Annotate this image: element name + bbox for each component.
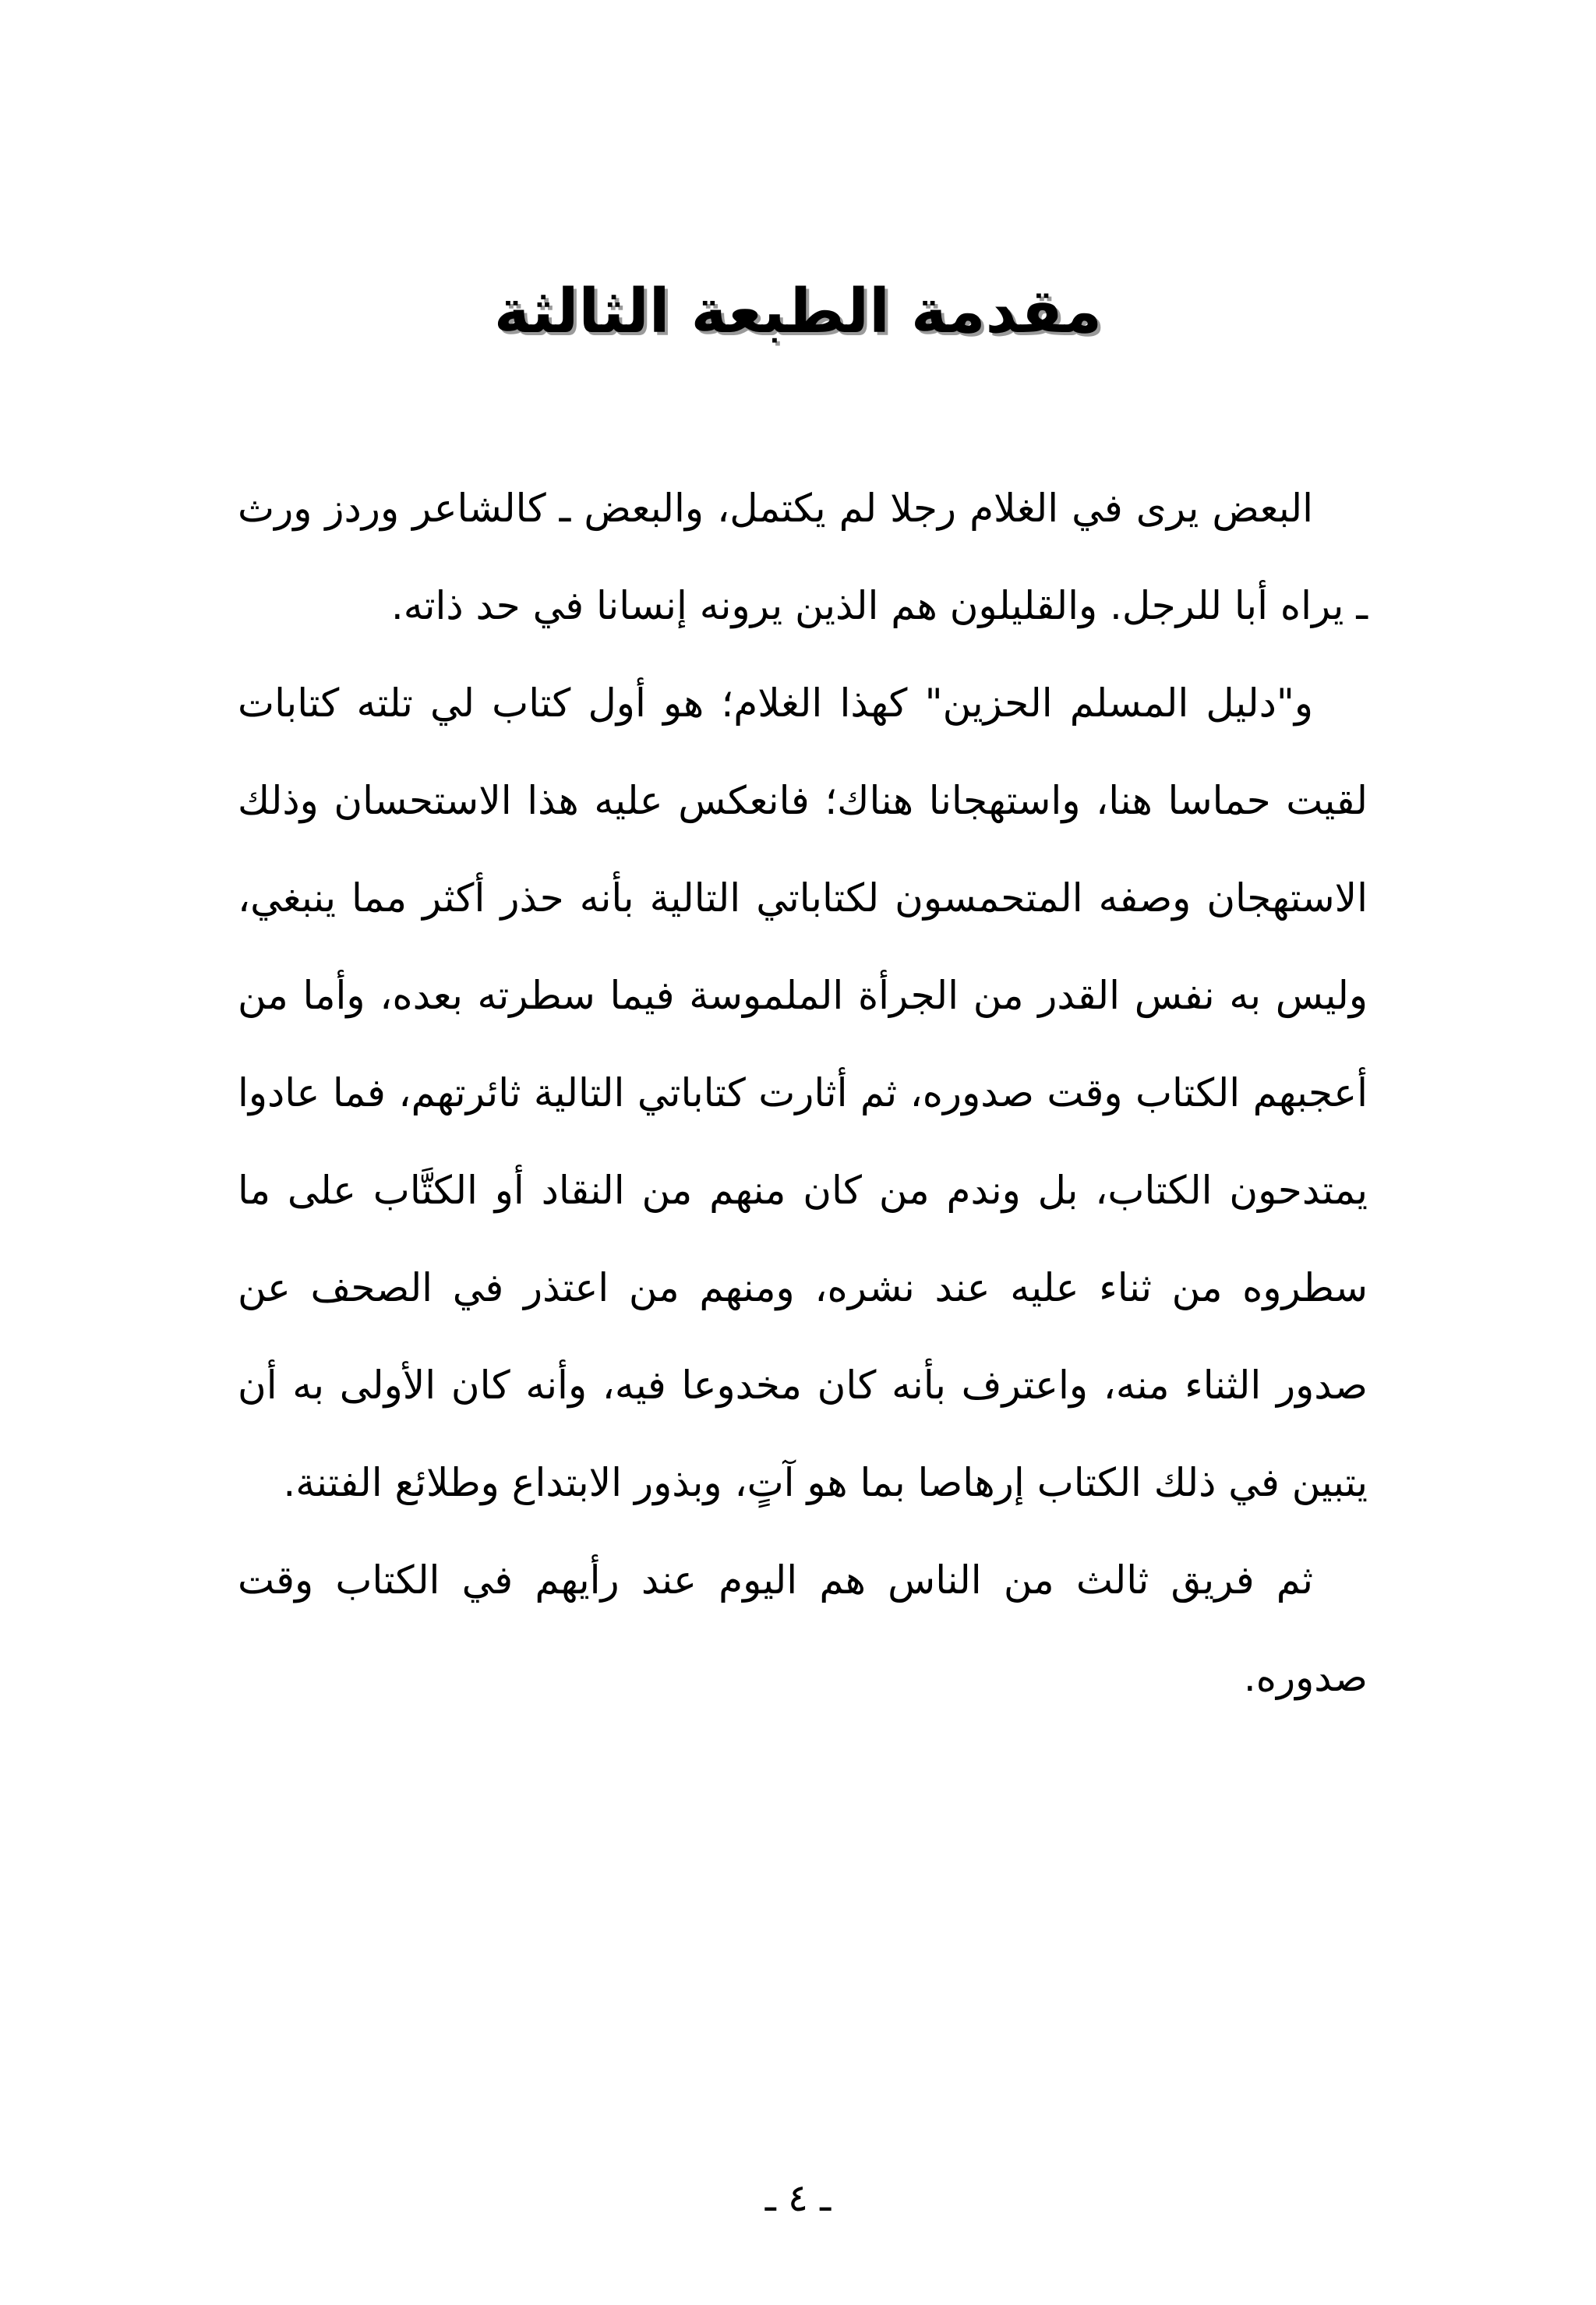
paragraph-3: ثم فريق ثالث من الناس هم اليوم عند رأيهم في الكتاب وقت صدوره. <box>238 1557 1368 1700</box>
body-text <box>238 460 1368 1727</box>
page-title: مقدمة الطبعة الثالثة <box>493 277 1103 347</box>
paragraph-2: و"دليل المسلم الحزين" كهذا الغلام؛ هو أول كتاب لي تلته كتابات لقيت حماسا هنا، واستهجانا هناك؛ فانعكس عليه هذا الاستحسان وذلك الاستهجان وصفه المتحمسون لكتاباتي التالية بأنه حذر أكثر مما ينبغي، وليس به نفس القدر من الجرأة الملموسة فيما سطرته بعده، وأما من أعجبهم الكتاب وقت صدوره، ثم أثارت كتاباتي التالية ثائرتهم، فما عادوا يمتدحون الكتاب، بل وندم من كان منهم من النقاد أو الكتَّاب على ما سطروه من ثناء عليه عند نشره، ومنهم من اعتذر في الصحف عن صدور الثناء منه، واعترف بأنه كان مخدوعا فيه، وأنه كان الأولى به أن يتبين في ذلك الكتاب إرهاصا بما هو آتٍ، وبذور الابتداع وطلائع الفتنة. <box>238 681 1368 1505</box>
page-number: ـ ٤ ـ <box>764 2176 832 2220</box>
paragraph-1: البعض يرى في الغلام رجلا لم يكتمل، والبعض ـ كالشاعر وردز ورث ـ يراه أبا للرجل. والقليلون هم الذين يرونه إنسانا في حد ذاته. <box>238 486 1368 628</box>
